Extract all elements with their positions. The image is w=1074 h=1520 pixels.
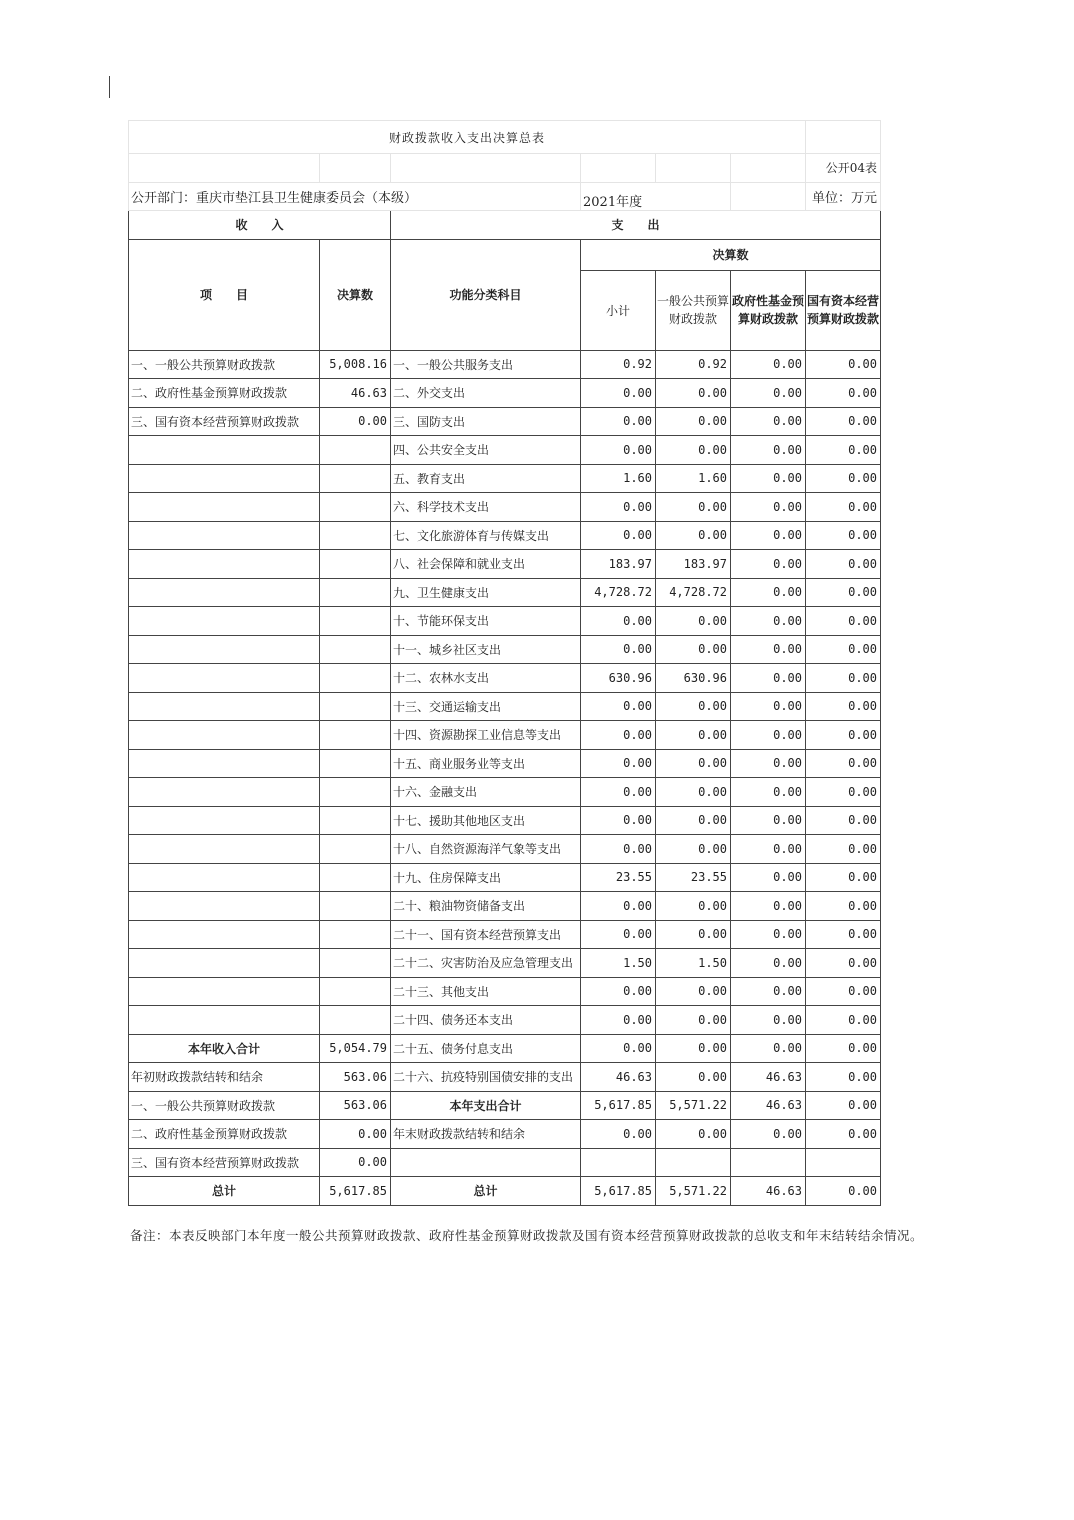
expense-fund: 46.63 [731,1091,806,1120]
income-amount [320,493,391,522]
expense-item: 十三、交通运输支出 [391,692,581,721]
expense-item: 本年支出合计 [391,1091,581,1120]
income-item: 三、国有资本经营预算财政拨款 [129,1148,320,1177]
subtotal-header: 小计 [581,270,656,350]
expense-state-capital: 0.00 [806,664,881,693]
income-item [129,436,320,465]
income-amount: 563.06 [320,1063,391,1092]
income-amount [320,778,391,807]
expense-item: 二十二、灾害防治及应急管理支出 [391,949,581,978]
expense-fund: 0.00 [731,977,806,1006]
expense-general: 0.00 [656,692,731,721]
income-item: 年初财政拨款结转和结余 [129,1063,320,1092]
expense-general: 0.00 [656,379,731,408]
expense-state-capital: 0.00 [806,1006,881,1035]
expense-state-capital: 0.00 [806,350,881,379]
income-amount: 0.00 [320,407,391,436]
expense-item [391,1148,581,1177]
expense-fund: 0.00 [731,1006,806,1035]
income-amount [320,436,391,465]
table-row [129,1177,881,1206]
income-item [129,521,320,550]
expense-fund: 0.00 [731,607,806,636]
expense-general: 5,571.22 [656,1177,731,1206]
expense-fund: 46.63 [731,1177,806,1206]
expense-item: 二十四、债务还本支出 [391,1006,581,1035]
expense-general: 0.00 [656,436,731,465]
state-capital-header: 国有资本经营预算财政拨款 [806,270,881,350]
expense-fund: 0.00 [731,1120,806,1149]
income-item: 一、一般公共预算财政拨款 [129,1091,320,1120]
expense-state-capital: 0.00 [806,493,881,522]
table-row [129,1034,881,1063]
income-amount [320,550,391,579]
expense-fund: 0.00 [731,892,806,921]
expense-subtotal: 630.96 [581,664,656,693]
income-amount [320,863,391,892]
expense-general [656,1148,731,1177]
expense-item: 八、社会保障和就业支出 [391,550,581,579]
expense-subtotal: 0.00 [581,835,656,864]
income-amount [320,1006,391,1035]
expense-general: 0.00 [656,835,731,864]
income-item: 二、政府性基金预算财政拨款 [129,379,320,408]
table-row [129,379,881,408]
income-item: 一、一般公共预算财政拨款 [129,350,320,379]
expense-state-capital: 0.00 [806,863,881,892]
expense-item: 十九、住房保障支出 [391,863,581,892]
table-row [129,635,881,664]
table-row [129,1148,881,1177]
expense-state-capital: 0.00 [806,1177,881,1206]
expense-subtotal: 0.00 [581,1034,656,1063]
expense-subtotal: 0.00 [581,635,656,664]
expense-general: 0.00 [656,1120,731,1149]
expense-subtotal: 1.50 [581,949,656,978]
table-row [129,778,881,807]
expense-subtotal: 0.00 [581,778,656,807]
income-amount: 563.06 [320,1091,391,1120]
income-amount [320,749,391,778]
expense-fund: 0.00 [731,578,806,607]
income-amount [320,806,391,835]
expense-subtotal: 5,617.85 [581,1091,656,1120]
expense-fund: 0.00 [731,635,806,664]
income-item: 二、政府性基金预算财政拨款 [129,1120,320,1149]
expense-state-capital: 0.00 [806,436,881,465]
expense-general: 4,728.72 [656,578,731,607]
table-row [129,806,881,835]
expense-item: 十、节能环保支出 [391,607,581,636]
expense-fund: 0.00 [731,436,806,465]
table-row [129,407,881,436]
expense-general: 0.00 [656,778,731,807]
expense-fund: 0.00 [731,550,806,579]
table-row [129,578,881,607]
fiscal-year: 2021年度 [581,182,731,211]
expense-fund: 0.00 [731,464,806,493]
expense-subtotal [581,1148,656,1177]
expense-general: 183.97 [656,550,731,579]
expense-subtotal: 0.92 [581,350,656,379]
income-header: 收 入 [129,211,391,240]
table-row [129,892,881,921]
expense-general: 0.00 [656,493,731,522]
expense-general: 0.00 [656,521,731,550]
income-amount [320,607,391,636]
expense-item: 二十三、其他支出 [391,977,581,1006]
income-amount [320,920,391,949]
expense-fund: 0.00 [731,778,806,807]
form-code: 公开04表 [806,154,881,183]
income-amount [320,892,391,921]
expense-item: 年末财政拨款结转和结余 [391,1120,581,1149]
income-item [129,892,320,921]
expense-item: 二十一、国有资本经营预算支出 [391,920,581,949]
income-amount [320,664,391,693]
expense-subtotal: 5,617.85 [581,1177,656,1206]
expense-subtotal: 0.00 [581,977,656,1006]
table-row [129,863,881,892]
expense-state-capital: 0.00 [806,407,881,436]
expense-general: 0.00 [656,1063,731,1092]
income-amount: 0.00 [320,1120,391,1149]
income-amount [320,949,391,978]
expense-fund: 0.00 [731,863,806,892]
expense-subtotal: 0.00 [581,692,656,721]
expense-item: 十一、城乡社区支出 [391,635,581,664]
income-amount [320,521,391,550]
expense-subtotal: 23.55 [581,863,656,892]
income-amount [320,635,391,664]
expense-state-capital: 0.00 [806,1120,881,1149]
expense-subtotal: 183.97 [581,550,656,579]
expense-state-capital: 0.00 [806,578,881,607]
expense-general: 0.00 [656,749,731,778]
expense-item: 十八、自然资源海洋气象等支出 [391,835,581,864]
income-amount: 5,008.16 [320,350,391,379]
expense-subtotal: 0.00 [581,749,656,778]
table-row [129,835,881,864]
table-row [129,607,881,636]
income-amount [320,721,391,750]
table-row [129,749,881,778]
expense-item: 九、卫生健康支出 [391,578,581,607]
expense-state-capital: 0.00 [806,977,881,1006]
income-amount [320,835,391,864]
expense-subtotal: 46.63 [581,1063,656,1092]
table-row [129,350,881,379]
expense-state-capital: 0.00 [806,1034,881,1063]
expense-fund: 0.00 [731,949,806,978]
income-item [129,778,320,807]
expense-state-capital [806,1148,881,1177]
expense-state-capital: 0.00 [806,379,881,408]
income-item [129,1006,320,1035]
income-amount: 46.63 [320,379,391,408]
expense-item: 六、科学技术支出 [391,493,581,522]
table-row [129,949,881,978]
expense-state-capital: 0.00 [806,806,881,835]
income-amount: 5,617.85 [320,1177,391,1206]
expense-fund: 0.00 [731,379,806,408]
amount-column-header: 决算数 [320,239,391,350]
table-row [129,1120,881,1149]
expense-subtotal: 0.00 [581,1006,656,1035]
table-row [129,721,881,750]
expense-fund: 0.00 [731,521,806,550]
expense-general: 0.92 [656,350,731,379]
expense-general: 0.00 [656,721,731,750]
income-amount [320,692,391,721]
expense-fund: 0.00 [731,920,806,949]
expense-item: 总计 [391,1177,581,1206]
income-amount [320,977,391,1006]
income-item [129,578,320,607]
income-amount [320,578,391,607]
expense-fund: 46.63 [731,1063,806,1092]
table-row [129,920,881,949]
expense-subtotal: 0.00 [581,1120,656,1149]
margin-mark [109,76,110,98]
expense-state-capital: 0.00 [806,521,881,550]
income-item [129,692,320,721]
appropriation-summary-table [128,120,881,1206]
expense-item: 二十六、抗疫特别国债安排的支出 [391,1063,581,1092]
expense-state-capital: 0.00 [806,749,881,778]
expense-general: 1.50 [656,949,731,978]
expense-fund: 0.00 [731,835,806,864]
income-item [129,607,320,636]
expense-general: 23.55 [656,863,731,892]
expense-fund: 0.00 [731,407,806,436]
item-column-header: 项 目 [129,239,320,350]
table-row [129,1006,881,1035]
expense-state-capital: 0.00 [806,607,881,636]
expense-subtotal: 0.00 [581,521,656,550]
expense-fund: 0.00 [731,806,806,835]
table-row [129,436,881,465]
expense-state-capital: 0.00 [806,1063,881,1092]
expense-general: 0.00 [656,806,731,835]
expense-state-capital: 0.00 [806,778,881,807]
income-item [129,664,320,693]
expense-general: 1.60 [656,464,731,493]
expense-subtotal: 0.00 [581,892,656,921]
expense-subtotal: 0.00 [581,806,656,835]
expense-general: 0.00 [656,1006,731,1035]
expense-general: 0.00 [656,977,731,1006]
footnote: 备注：本表反映部门本年度一般公共预算财政拨款、政府性基金预算财政拨款及国有资本经营预算财政拨款的总收支和年末结转结余情况。 [130,1228,924,1243]
expense-state-capital: 0.00 [806,550,881,579]
expense-subtotal: 4,728.72 [581,578,656,607]
table-row [129,1091,881,1120]
expense-item: 三、国防支出 [391,407,581,436]
expense-item: 十七、援助其他地区支出 [391,806,581,835]
income-amount [320,464,391,493]
table-row [129,493,881,522]
income-amount: 5,054.79 [320,1034,391,1063]
fund-budget-header: 政府性基金预算财政拨款 [731,270,806,350]
expense-fund: 0.00 [731,721,806,750]
table-row [129,1063,881,1092]
table-row [129,977,881,1006]
expense-state-capital: 0.00 [806,920,881,949]
expense-subtotal: 0.00 [581,407,656,436]
expense-item: 四、公共安全支出 [391,436,581,465]
expense-fund: 0.00 [731,692,806,721]
income-amount: 0.00 [320,1148,391,1177]
income-item [129,721,320,750]
expense-general: 0.00 [656,607,731,636]
final-amount-header: 决算数 [581,239,881,270]
expense-fund: 0.00 [731,1034,806,1063]
expense-general: 630.96 [656,664,731,693]
table-row [129,692,881,721]
expense-state-capital: 0.00 [806,692,881,721]
income-item [129,949,320,978]
expense-subtotal: 0.00 [581,379,656,408]
expense-general: 0.00 [656,635,731,664]
income-item [129,920,320,949]
expense-fund: 0.00 [731,350,806,379]
income-item [129,835,320,864]
expense-item: 十四、资源勘探工业信息等支出 [391,721,581,750]
expense-item: 二十、粮油物资储备支出 [391,892,581,921]
income-item [129,464,320,493]
expense-subtotal: 0.00 [581,721,656,750]
income-item: 总计 [129,1177,320,1206]
expense-general: 0.00 [656,407,731,436]
unit-label: 单位：万元 [806,182,881,211]
expense-item: 十六、金融支出 [391,778,581,807]
expense-general: 5,571.22 [656,1091,731,1120]
expense-item: 二十五、债务付息支出 [391,1034,581,1063]
expense-general: 0.00 [656,892,731,921]
department-label: 公开部门：重庆市垫江县卫生健康委员会（本级） [129,182,581,211]
expense-item: 十五、商业服务业等支出 [391,749,581,778]
income-item [129,635,320,664]
income-item [129,806,320,835]
expense-general: 0.00 [656,920,731,949]
income-item [129,749,320,778]
expense-state-capital: 0.00 [806,635,881,664]
table-row [129,521,881,550]
expense-subtotal: 0.00 [581,920,656,949]
expense-subtotal: 0.00 [581,436,656,465]
income-item [129,977,320,1006]
expense-state-capital: 0.00 [806,464,881,493]
expense-fund: 0.00 [731,749,806,778]
income-item: 本年收入合计 [129,1034,320,1063]
expense-subtotal: 0.00 [581,607,656,636]
expense-general: 0.00 [656,1034,731,1063]
income-item: 三、国有资本经营预算财政拨款 [129,407,320,436]
income-item [129,493,320,522]
expense-fund: 0.00 [731,664,806,693]
table-row [129,664,881,693]
function-column-header: 功能分类科目 [391,239,581,350]
expense-subtotal: 1.60 [581,464,656,493]
table-row [129,464,881,493]
expense-header: 支 出 [391,211,881,240]
expense-state-capital: 0.00 [806,892,881,921]
table-title: 财政拨款收入支出决算总表 [129,121,806,154]
expense-state-capital: 0.00 [806,721,881,750]
table-row [129,550,881,579]
expense-item: 五、教育支出 [391,464,581,493]
expense-fund [731,1148,806,1177]
general-budget-header: 一般公共预算财政拨款 [656,270,731,350]
expense-state-capital: 0.00 [806,949,881,978]
income-item [129,863,320,892]
expense-item: 七、文化旅游体育与传媒支出 [391,521,581,550]
expense-item: 一、一般公共服务支出 [391,350,581,379]
expense-state-capital: 0.00 [806,835,881,864]
expense-item: 十二、农林水支出 [391,664,581,693]
expense-fund: 0.00 [731,493,806,522]
expense-subtotal: 0.00 [581,493,656,522]
income-item [129,550,320,579]
expense-state-capital: 0.00 [806,1091,881,1120]
expense-item: 二、外交支出 [391,379,581,408]
